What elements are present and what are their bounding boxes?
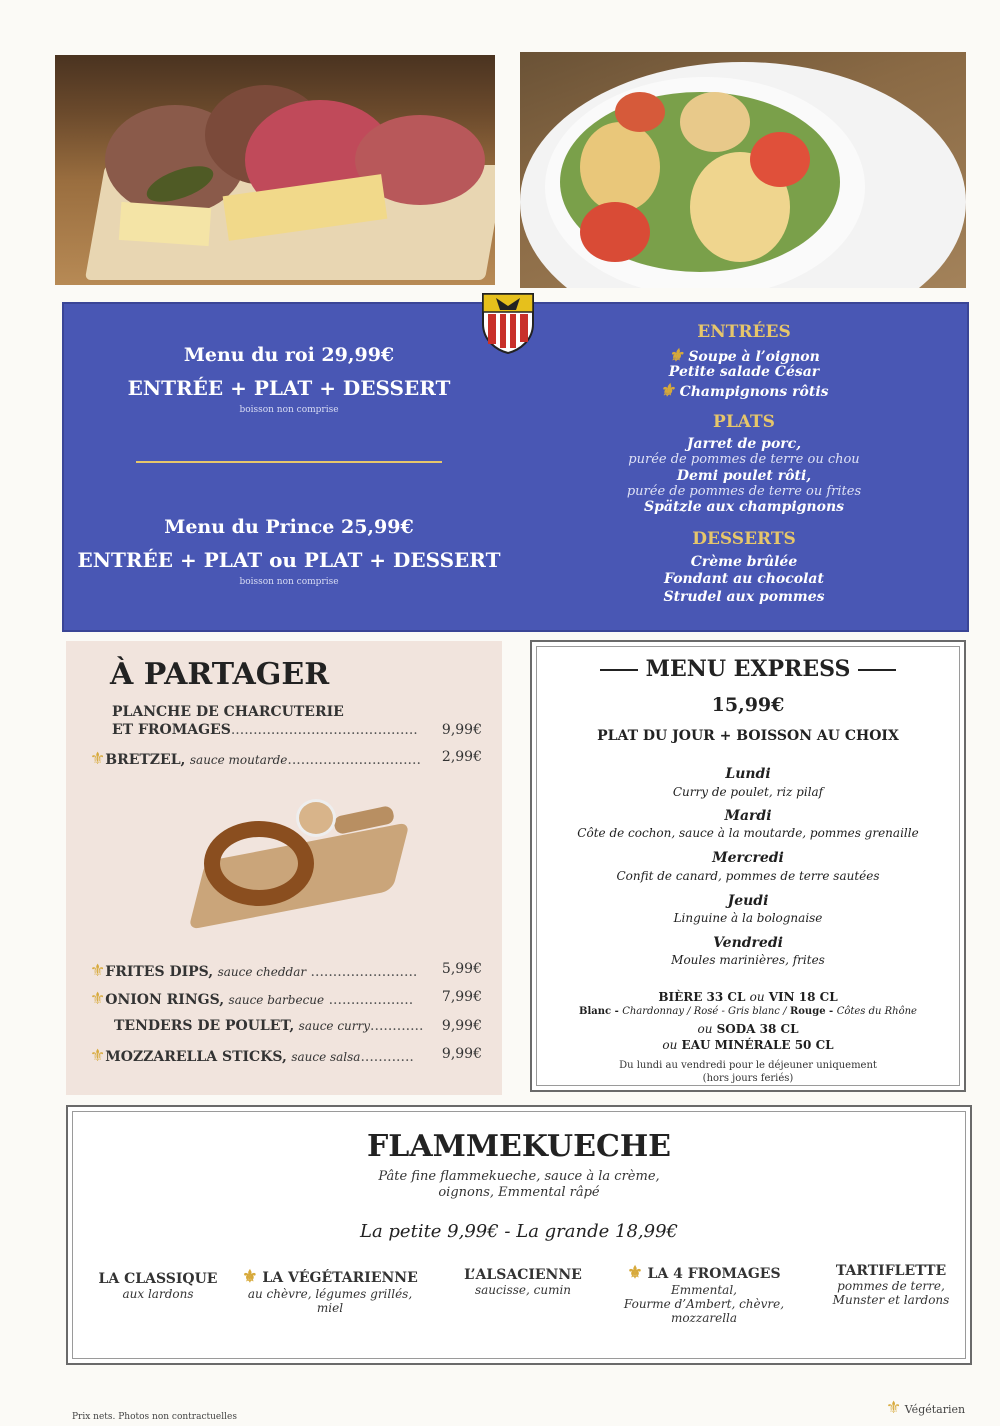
menu-item-mozzarella: ⚜MOZZARELLA STICKS, sauce salsa............ 9,99€ bbox=[90, 1046, 482, 1066]
fleur-de-lis-icon: ⚜ bbox=[668, 346, 684, 366]
menu-item-frites-dips: ⚜FRITES DIPS, sauce cheddar ........................ 5,99€ bbox=[90, 961, 482, 981]
day-name: Mercredi bbox=[712, 850, 784, 866]
flamme-sizes: La petite 9,99€ - La grande 18,99€ bbox=[360, 1221, 678, 1242]
menu-prince-note: boisson non comprise bbox=[239, 577, 339, 587]
menu-prince-title: Menu du Prince 25,99€ bbox=[164, 516, 414, 538]
day-dish: Confit de canard, pommes de terre sautées bbox=[616, 869, 880, 883]
plat-name: Demi poulet rôti, bbox=[676, 468, 812, 484]
dessert-item: Fondant au chocolat bbox=[664, 571, 824, 587]
partager-title: À PARTAGER bbox=[110, 657, 330, 692]
variety-tartiflette: TARTIFLETTE pommes de terre, Munster et lardons bbox=[832, 1263, 950, 1307]
salad-photo bbox=[520, 52, 966, 288]
drinks-soda: ou SODA 38 CL bbox=[697, 1022, 799, 1036]
menu-item-name: PLANCHE DE CHARCUTERIE bbox=[112, 704, 344, 720]
day-dish: Linguine à la bolognaise bbox=[673, 911, 823, 925]
flamme-desc-2: oignons, Emmental râpé bbox=[438, 1185, 600, 1200]
express-title: MENU EXPRESS bbox=[532, 656, 964, 682]
footer-legend: ⚜ Végétarien bbox=[886, 1398, 966, 1418]
menu-item-onion-rings: ⚜ONION RINGS, sauce barbecue ................... 7,99€ bbox=[90, 989, 482, 1009]
day-dish: Côte de cochon, sauce à la moutarde, pommes grenaille bbox=[577, 826, 919, 840]
plat-name: Jarret de porc, bbox=[686, 436, 802, 452]
variety-classique: LA CLASSIQUE aux lardons bbox=[98, 1271, 218, 1301]
charcuterie-photo bbox=[55, 55, 495, 285]
entree-item: Petite salade César bbox=[668, 364, 820, 380]
a-partager-panel bbox=[66, 641, 502, 1095]
express-note-2: (hors jours feriés) bbox=[702, 1073, 794, 1084]
day-dish: Curry de poulet, riz pilaf bbox=[672, 785, 824, 799]
gold-divider bbox=[136, 461, 442, 463]
express-price: 15,99€ bbox=[711, 694, 785, 716]
fleur-de-lis-icon: ⚜ bbox=[90, 1046, 106, 1066]
flammekueche-panel bbox=[66, 1105, 972, 1365]
coat-of-arms-icon bbox=[478, 290, 538, 354]
fleur-de-lis-icon: ⚜ bbox=[886, 1398, 902, 1418]
plats-heading: PLATS bbox=[713, 412, 775, 432]
desserts-heading: DESSERTS bbox=[692, 529, 796, 549]
menu-roi-note: boisson non comprise bbox=[239, 405, 339, 415]
footer-legal: Prix nets. Photos non contractuelles bbox=[72, 1412, 237, 1422]
fleur-de-lis-icon: ⚜ bbox=[90, 961, 106, 981]
menu-express-panel bbox=[530, 640, 966, 1092]
express-note-1: Du lundi au vendredi pour le déjeuner uniquement bbox=[619, 1060, 877, 1071]
variety-alsacienne: L’ALSACIENNE saucisse, cumin bbox=[464, 1267, 582, 1297]
bretzel-photo bbox=[184, 801, 404, 931]
day-name: Vendredi bbox=[713, 935, 783, 951]
menu-item-tenders: TENDERS DE POULET, sauce curry............ 9,99€ bbox=[114, 1018, 482, 1034]
day-name: Lundi bbox=[725, 766, 771, 782]
day-name: Jeudi bbox=[727, 893, 769, 909]
drinks-wines: Blanc - Chardonnay / Rosé - Gris blanc / Rouge - Côtes du Rhône bbox=[579, 1006, 917, 1017]
menu-roi-formula: ENTRÉE + PLAT + DESSERT bbox=[127, 376, 451, 400]
dessert-item: Crème brûlée bbox=[690, 554, 798, 570]
flamme-desc-1: Pâte fine flammekueche, sauce à la crème, bbox=[378, 1169, 660, 1184]
fleur-de-lis-icon: ⚜ bbox=[90, 749, 106, 769]
plat-name: Spätzle aux champignons bbox=[643, 499, 845, 515]
fleur-de-lis-icon: ⚜ bbox=[627, 1263, 643, 1283]
fleur-de-lis-icon: ⚜ bbox=[242, 1267, 258, 1287]
menu-prince-formula: ENTRÉE + PLAT ou PLAT + DESSERT bbox=[77, 548, 501, 572]
drinks-eau: ou EAU MINÉRALE 50 CL bbox=[662, 1038, 834, 1052]
plat-side: purée de pommes de terre ou frites bbox=[626, 484, 862, 499]
entree-item: ⚜ Soupe à l’oignon bbox=[668, 346, 820, 366]
flamme-title: FLAMMEKUECHE bbox=[366, 1129, 672, 1164]
fleur-de-lis-icon: ⚜ bbox=[659, 381, 675, 401]
plat-side: purée de pommes de terre ou chou bbox=[628, 452, 860, 467]
entree-item: ⚜ Champignons rôtis bbox=[659, 381, 829, 401]
drinks-line-1: BIÈRE 33 CL ou VIN 18 CL bbox=[658, 990, 838, 1004]
menu-item-bretzel: ⚜BRETZEL, sauce moutarde.............................. 2,99€ bbox=[90, 749, 482, 769]
variety-vegetarienne: ⚜ LA VÉGÉTARIENNE au chèvre, légumes grillés, miel bbox=[242, 1267, 418, 1315]
fleur-de-lis-icon: ⚜ bbox=[90, 989, 106, 1009]
day-dish: Moules marinières, frites bbox=[671, 953, 825, 967]
menu-roi-title: Menu du roi 29,99€ bbox=[183, 344, 395, 366]
variety-4-fromages: ⚜ LA 4 FROMAGES Emmental, Fourme d’Ambert, chèvre, mozzarella bbox=[623, 1263, 785, 1325]
dessert-item: Strudel aux pommes bbox=[663, 589, 825, 605]
menu-item-planche: ET FROMAGES.......................................... 9,99€ bbox=[112, 722, 482, 738]
express-formula: PLAT DU JOUR + BOISSON AU CHOIX bbox=[597, 728, 899, 744]
entrees-heading: ENTRÉES bbox=[697, 322, 791, 342]
day-name: Mardi bbox=[724, 808, 772, 824]
